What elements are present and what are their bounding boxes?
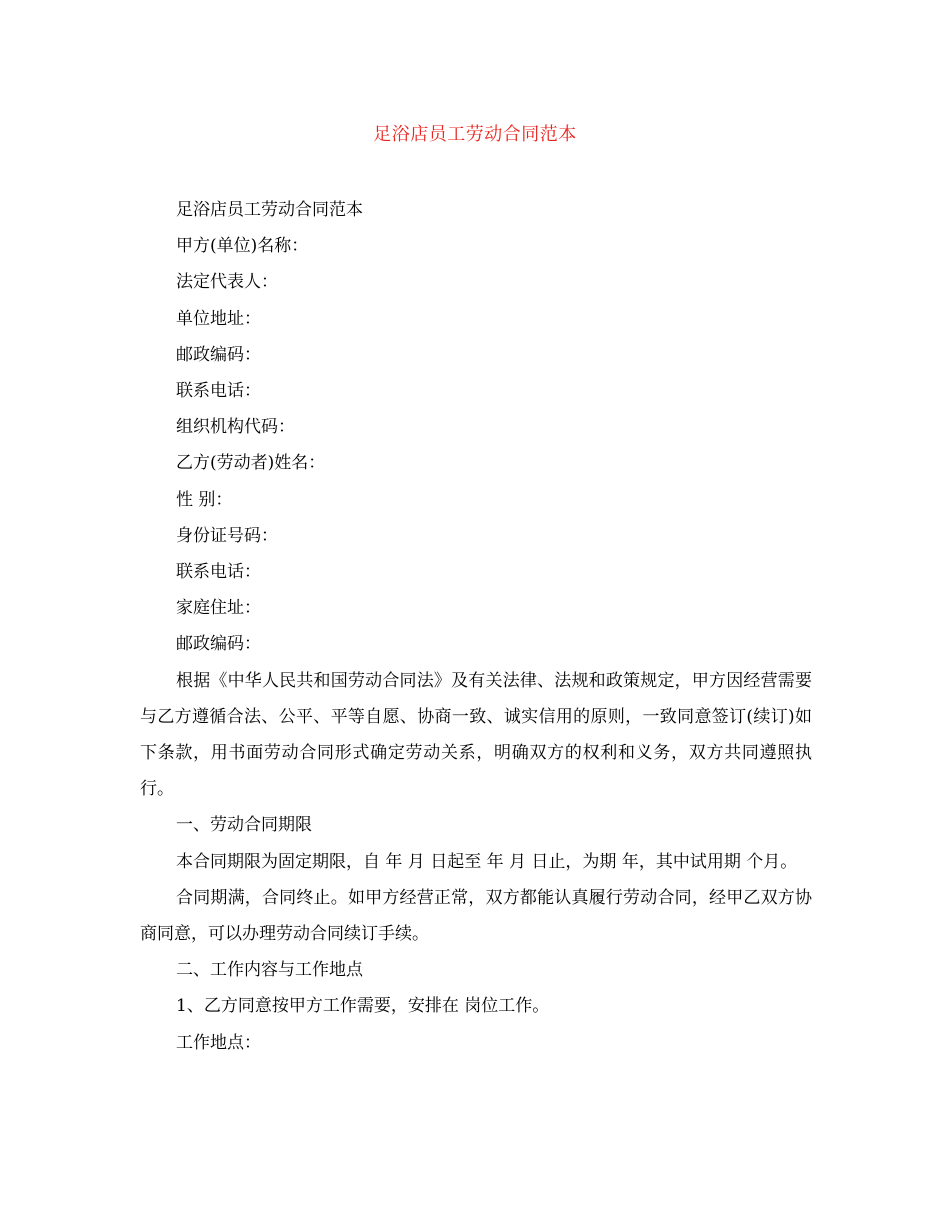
field-employee-address: 家庭住址： xyxy=(176,598,261,619)
field-employee-gender: 性 别： xyxy=(176,489,233,510)
field-work-location: 工作地点： xyxy=(176,1032,261,1053)
section-heading-work-content: 二、工作内容与工作地点 xyxy=(176,960,363,981)
field-organization-code: 组织机构代码： xyxy=(176,417,295,438)
field-employee-postcode: 邮政编码： xyxy=(176,634,261,655)
field-employee-phone: 联系电话： xyxy=(176,562,261,583)
paragraph-preamble: 根据《中华人民共和国劳动合同法》及有关法律、法规和政策规定，甲方因经营需要与乙方遵循合法、公平、平等自愿、协商一致、诚实信用的原则，一致同意签订(续订)如下条款，用书面劳动合同形式确定劳动关系，明确双方的权利和义务，双方共同遵照执行。 xyxy=(140,670,812,800)
field-legal-representative: 法定代表人： xyxy=(176,272,278,293)
paragraph-heading: 足浴店员工劳动合同范本 xyxy=(176,200,363,220)
field-employer-address: 单位地址： xyxy=(176,308,261,329)
document-body xyxy=(140,192,812,1061)
field-employee-name: 乙方(劳动者)姓名： xyxy=(176,453,326,474)
field-employer-phone: 联系电话： xyxy=(176,381,261,402)
field-employee-id-number: 身份证号码： xyxy=(176,525,278,546)
paragraph-contract-renewal: 合同期满，合同终止。如甲方经营正常，双方都能认真履行劳动合同，经甲乙双方协商同意，可以办理劳动合同续订手续。 xyxy=(140,887,812,945)
paragraph-contract-term: 本合同期限为固定期限，自 年 月 日起至 年 月 日止，为期 年，其中试用期 个月。 xyxy=(176,851,798,872)
section-heading-contract-term: 一、劳动合同期限 xyxy=(176,815,312,836)
field-employer-postcode: 邮政编码： xyxy=(176,344,261,365)
document-title: 足浴店员工劳动合同范本 xyxy=(373,124,577,145)
paragraph-work-position: 1、乙方同意按甲方工作需要，安排在 岗位工作。 xyxy=(176,996,550,1017)
field-employer-name: 甲方(单位)名称： xyxy=(176,236,309,257)
